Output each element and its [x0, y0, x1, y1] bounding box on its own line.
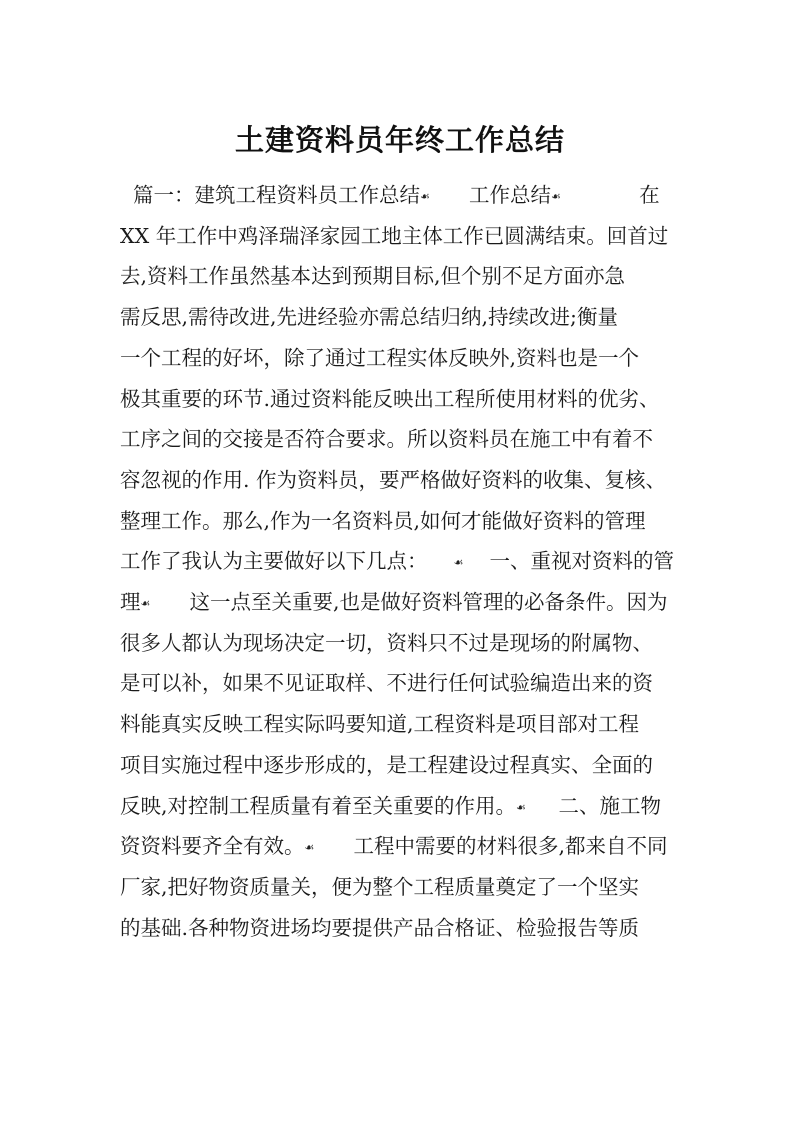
text-segment: 一、重视对资料的管	[463, 549, 675, 574]
text-segment: 一个工程的好坏，除了通过工程实体反映外,资料也是一个	[120, 345, 640, 370]
text-segment: 理	[120, 590, 141, 614]
paragraph-mark-icon: ☙	[516, 800, 526, 814]
text-segment: 二、施工物	[525, 793, 661, 818]
text-segment: 容忽视的作用. 作为资料员，要严格做好资料的收集、复核、	[120, 467, 667, 492]
text-segment: 资资料要齐全有效。	[120, 834, 305, 859]
text-segment: 是可以补，如果不见证取样、不进行任何试验编造出来的资	[120, 671, 653, 696]
document-title: 土建资料员年终工作总结	[234, 123, 565, 157]
text-line	[120, 424, 685, 454]
text-segment: 在	[560, 183, 660, 207]
text-line	[120, 831, 685, 863]
text-line	[120, 302, 685, 332]
paragraph-mark-icon: ☙	[453, 556, 464, 570]
paragraph-mark-icon: ☙	[420, 190, 430, 203]
text-segment: 料能真实反映工程实际吗要知道,工程资料是项目部对工程	[120, 712, 640, 737]
text-segment: 反映,对控制工程质量有着至关重要的作用。	[120, 793, 517, 818]
paragraph-mark-icon: ☙	[551, 190, 561, 203]
text-line	[120, 180, 685, 212]
text-segment: 这一点至关重要,也是做好资料管理的必备条件。因为	[150, 590, 668, 614]
text-segment: 项目实施过程中逐步形成的，是工程建设过程真实、全面的	[120, 752, 653, 777]
text-line	[120, 506, 685, 536]
text-segment: 篇一：建筑工程资料员工作总结	[120, 183, 421, 207]
text-line	[120, 913, 685, 943]
text-line	[120, 261, 685, 291]
text-segment: 工作总结	[429, 183, 552, 207]
text-segment: 的基础.各种物资进场均要提供产品合格证、检验报告等质	[120, 915, 640, 940]
text-segment: 工作了我认为主要做好以下几点：	[120, 549, 454, 574]
text-line	[120, 872, 685, 902]
text-line	[120, 546, 685, 578]
text-segment: 需反思,需待改进,先进经验亦需总结归纳,持续改进;衡量	[120, 305, 618, 330]
text-line	[120, 709, 685, 739]
text-line	[120, 221, 685, 251]
text-segment: 很多人都认为现场决定一切，资料只不过是现场的附属物、	[120, 630, 653, 655]
text-segment: 去,资料工作虽然基本达到预期目标,但个别不足方面亦急	[120, 264, 626, 289]
paragraph-mark-icon: ☙	[140, 597, 151, 610]
text-segment: XX 年工作中鸡泽瑞泽家园工地主体工作已圆满结束。回首过	[120, 223, 669, 248]
text-segment: 极其重要的环节.通过资料能反映出工程所使用材料的优劣、	[120, 386, 660, 411]
text-line	[120, 465, 685, 495]
text-line	[120, 791, 685, 823]
text-line	[120, 750, 685, 780]
paragraph-mark-icon: ☙	[304, 841, 315, 855]
text-segment: 厂家,把好物资质量关，便为整个工程质量奠定了一个坚实	[120, 874, 640, 899]
text-segment: 工序之间的交接是否符合要求。所以资料员在施工中有着不	[120, 427, 653, 452]
text-line	[120, 668, 685, 698]
text-line	[120, 343, 685, 373]
text-segment: 整理工作。那么,作为一名资料员,如何才能做好资料的管理	[120, 508, 646, 533]
text-line	[120, 384, 685, 414]
text-segment: 工程中需要的材料很多,都来自不同	[314, 834, 668, 859]
text-line	[120, 587, 685, 619]
text-line	[120, 628, 685, 658]
